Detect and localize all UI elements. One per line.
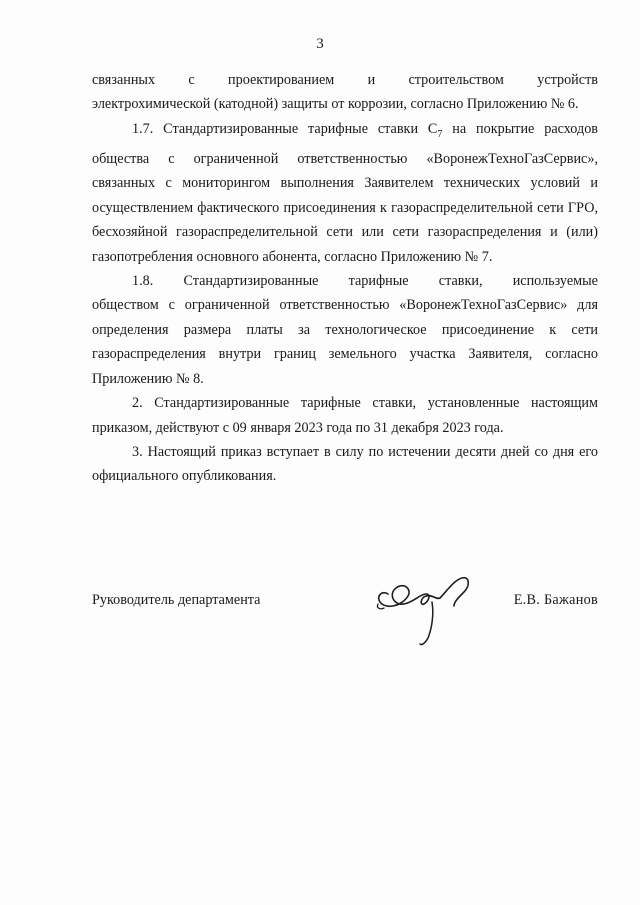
signature-block	[92, 582, 598, 652]
word: и	[367, 72, 376, 88]
document-body	[92, 68, 598, 489]
subscript: 7	[437, 128, 443, 140]
word: с	[188, 72, 195, 88]
word: Стандартизированные	[183, 273, 319, 290]
page-number: 3	[316, 36, 324, 52]
word: 1.8.	[132, 273, 154, 290]
paragraph-continuation: электрохимической (катодной) защиты от коррозии, согласно Приложению № 6.	[92, 96, 579, 113]
word: тарифные	[348, 273, 409, 290]
paragraph-continuation-line	[92, 68, 598, 92]
paragraph-1-8-first-line	[92, 269, 598, 293]
word: используемые	[512, 273, 598, 290]
word: устройств	[537, 72, 598, 88]
paragraph-2: 2. Стандартизированные тарифные ставки, установленные настоящим приказом, действуют с 09 января 2023 года по 31 декабря 2023 года.	[92, 395, 598, 436]
paragraph-1-7-end: на покрытие расходов общества с ограниченной ответственностью «ВоронежТехноГазСервис», связанных с мониторингом выполнения Заявителем технических условий и осуществлением фактического присоединения к газораспределительной сети ГРО, бесхозяйной газораспределительной сети или сети газораспределения и (или) газопотребления основного абонента, согласно Приложению № 7.	[92, 120, 598, 265]
paragraph-3: 3. Настоящий приказ вступает в силу по истечении десяти дней со дня его официального опубликования.	[92, 443, 598, 485]
signatory-title: Руководитель департамента	[92, 592, 261, 608]
paragraph-1-7-start: 1.7. Стандартизированные тарифные ставки С	[132, 120, 438, 137]
paragraph-1-8-rest: обществом с ограниченной ответственностью «ВоронежТехноГазСервис» для определения размера платы за технологическое присоединение к сети газораспределения внутри границ земельного участка Заявителя, согласно Приложению № 8.	[92, 297, 598, 387]
word: связанных	[92, 72, 156, 88]
handwritten-signature	[374, 572, 484, 650]
paragraph-1-7	[92, 117, 598, 269]
word: ставки,	[438, 273, 483, 290]
word: строительством	[408, 72, 504, 88]
signatory-name: Е.В. Бажанов	[513, 592, 598, 608]
word: проектированием	[228, 72, 335, 88]
